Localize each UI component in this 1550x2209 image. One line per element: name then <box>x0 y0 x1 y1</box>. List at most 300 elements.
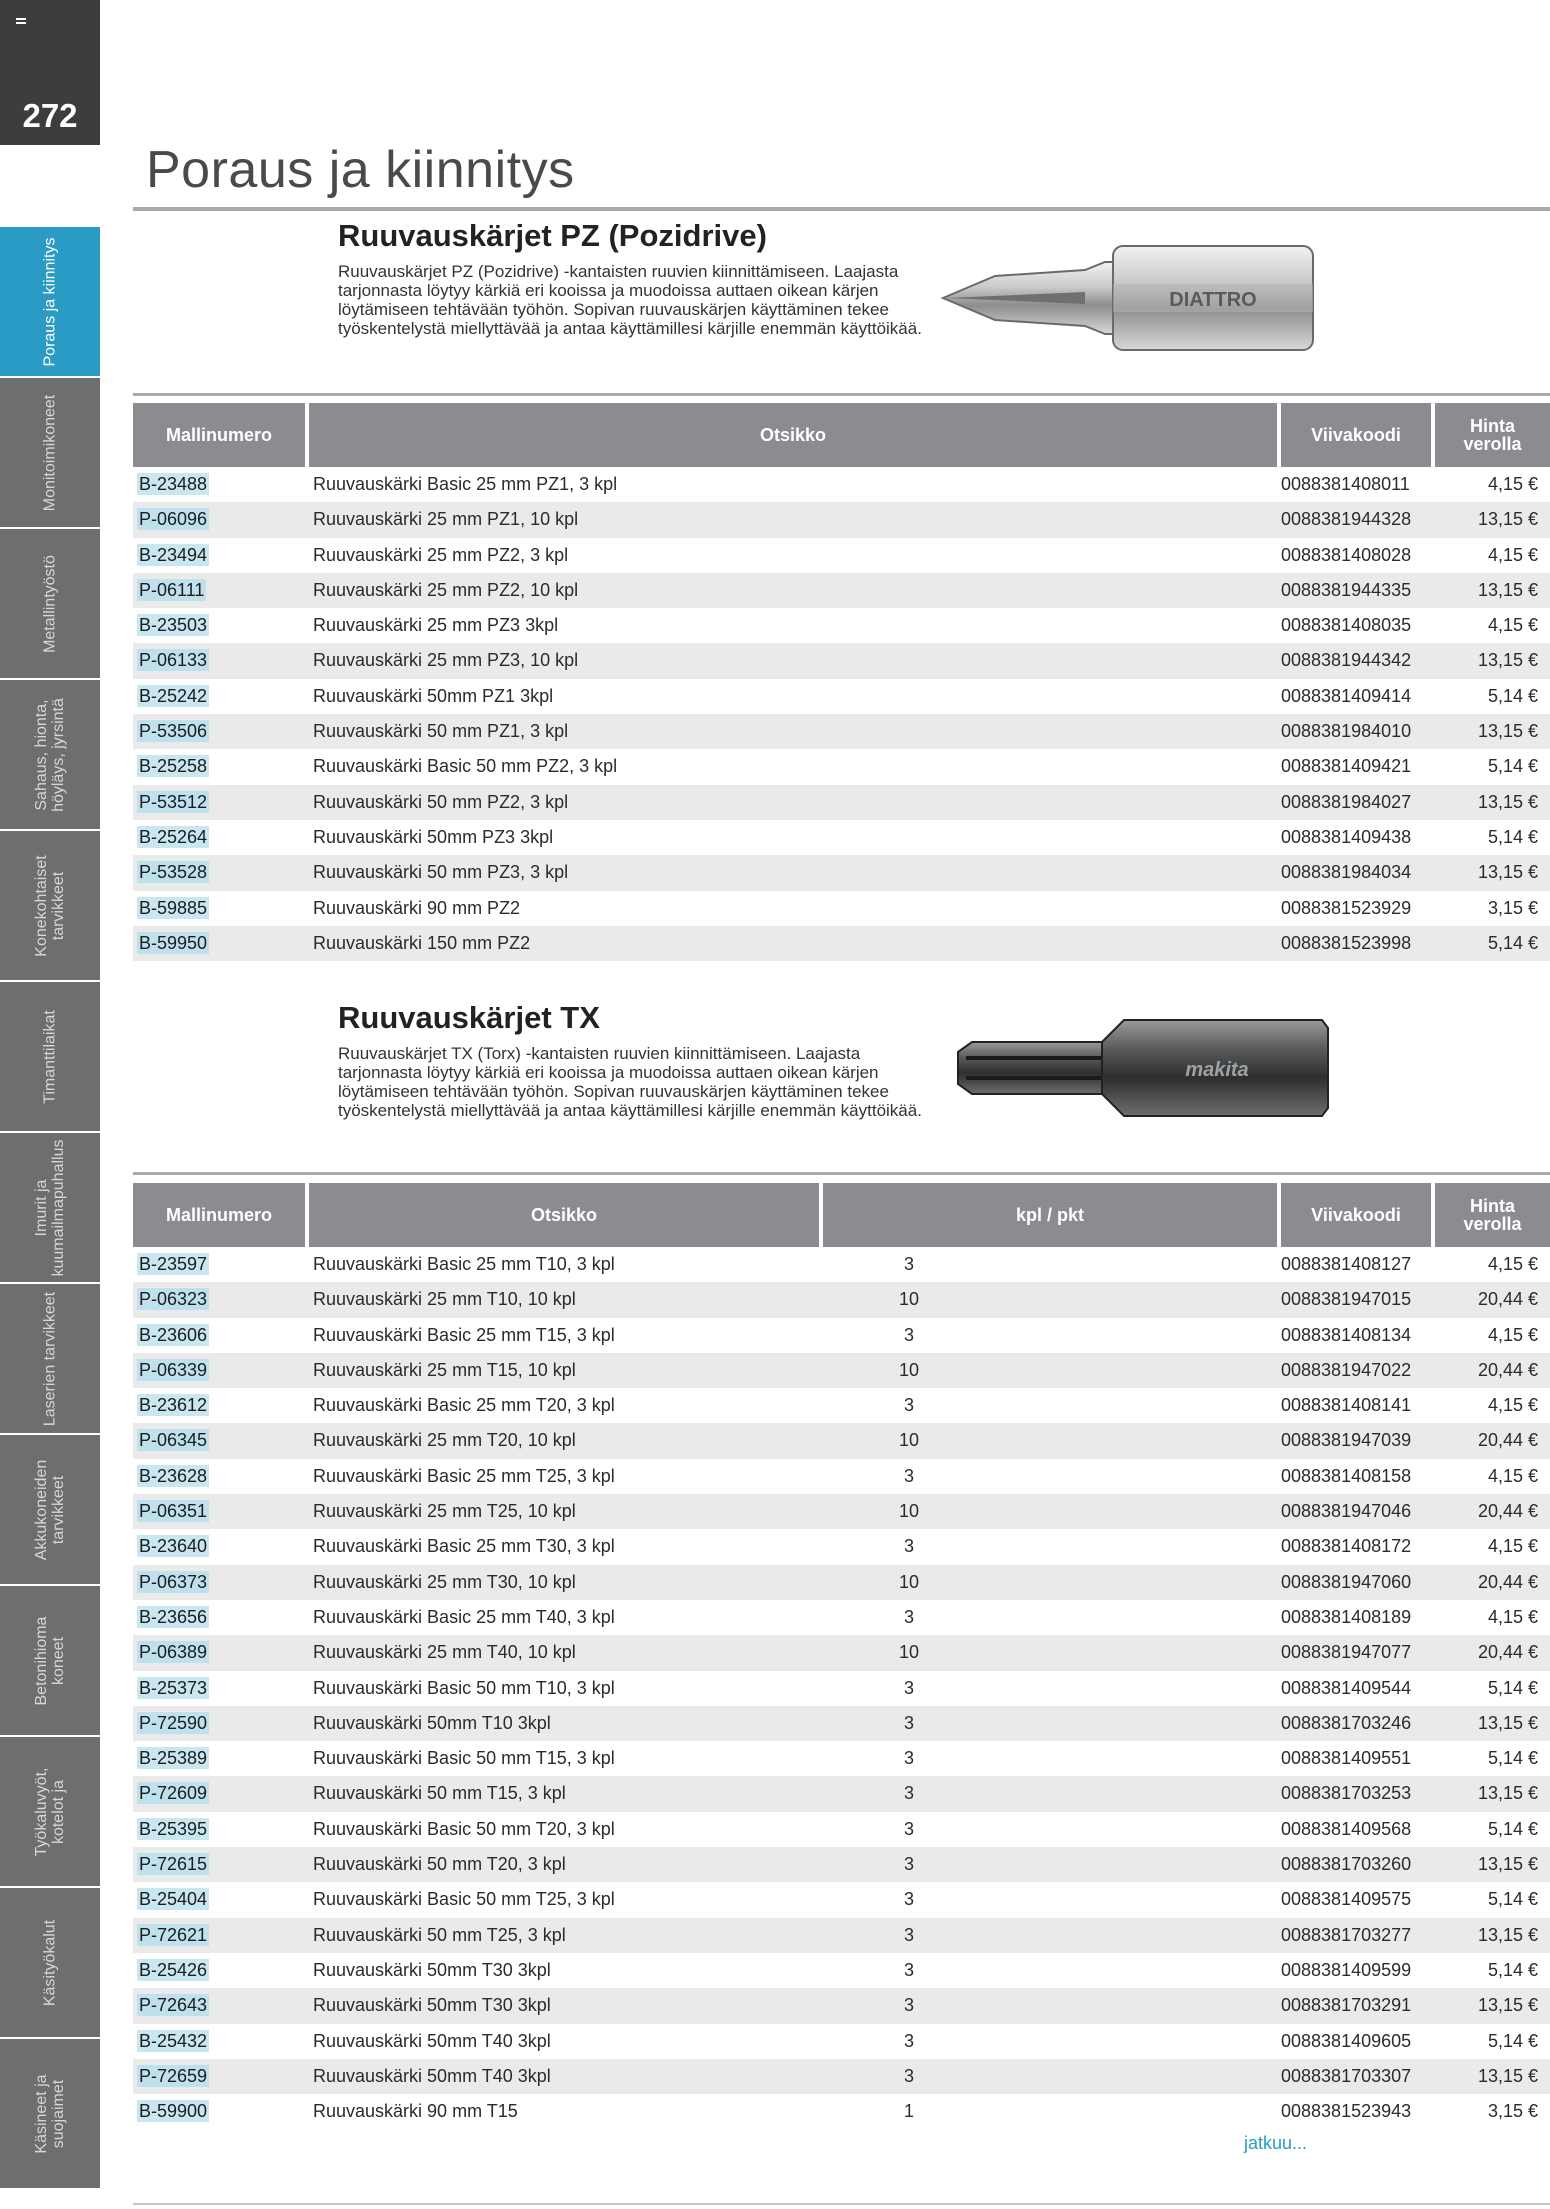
quantity-cell: 10 <box>898 1359 920 1380</box>
header-price: Hinta verolla <box>1435 403 1550 467</box>
model-number-cell[interactable] <box>137 1494 213 1529</box>
barcode-cell: 0088381408189 <box>1281 1606 1412 1627</box>
table-row <box>133 502 1550 537</box>
barcode-cell: 0088381409544 <box>1281 1677 1412 1698</box>
quantity-cell: 3 <box>903 1995 914 2016</box>
table-row <box>133 1282 1550 1317</box>
barcode-cell: 0088381409414 <box>1281 685 1412 706</box>
title-divider <box>133 207 1550 211</box>
section-title-tx: Ruuvauskärjet TX <box>338 1000 600 1035</box>
sidebar-tab-label: Akkukoneiden tarvikkeet <box>33 1459 67 1560</box>
model-number[interactable]: B-23640 <box>139 1536 208 1557</box>
product-title-cell: Ruuvauskärki 50 mm PZ1, 3 kpl <box>313 721 569 742</box>
model-number[interactable]: B-25432 <box>139 2030 208 2051</box>
model-number-cell[interactable] <box>137 1988 213 2023</box>
price-cell: 4,15 € <box>1487 1254 1538 1274</box>
model-number[interactable]: P-72615 <box>139 1854 208 1875</box>
quantity-cell: 3 <box>903 1748 914 1769</box>
model-number[interactable]: B-23606 <box>139 1324 208 1345</box>
sidebar-tab[interactable] <box>0 529 100 678</box>
model-number[interactable]: P-06133 <box>139 650 208 671</box>
quantity-cell: 3 <box>903 1324 914 1345</box>
product-title-cell: Ruuvauskärki 90 mm PZ2 <box>313 897 521 918</box>
model-number-cell[interactable] <box>137 1882 213 1917</box>
sidebar-tab-label: Työkaluvyöt, kotelot ja <box>33 1767 67 1856</box>
table-row <box>133 1988 1550 2023</box>
model-number-cell[interactable] <box>137 467 213 502</box>
page-number-block <box>0 0 100 145</box>
product-title-cell: Ruuvauskärki 50 mm T15, 3 kpl <box>313 1783 566 1804</box>
bit-brand-text: makita <box>1185 1059 1249 1081</box>
table-row <box>133 820 1550 855</box>
product-title-cell: Ruuvauskärki 50mm T30 3kpl <box>313 1995 551 2016</box>
model-number[interactable]: B-25404 <box>139 1889 208 1910</box>
barcode-cell: 0088381947046 <box>1281 1501 1412 1522</box>
product-title-cell: Ruuvauskärki 25 mm T25, 10 kpl <box>313 1501 576 1522</box>
bit-brand-text: DIATTRO <box>1169 289 1257 311</box>
barcode-cell: 0088381947060 <box>1281 1571 1412 1592</box>
product-title-cell: Ruuvauskärki 50 mm T25, 3 kpl <box>313 1924 566 1945</box>
table-row <box>133 714 1550 749</box>
model-number[interactable]: P-53528 <box>139 862 208 883</box>
model-number[interactable]: B-25389 <box>139 1748 208 1769</box>
model-number[interactable]: B-23488 <box>139 474 208 494</box>
product-title-cell: Ruuvauskärki 25 mm T20, 10 kpl <box>313 1430 576 1451</box>
product-title-cell: Ruuvauskärki Basic 25 mm T20, 3 kpl <box>313 1395 615 1416</box>
sidebar-tab[interactable] <box>0 982 100 1131</box>
model-number-cell[interactable] <box>137 2024 213 2059</box>
quantity-cell: 10 <box>898 1289 920 1310</box>
barcode-cell: 0088381409599 <box>1281 1959 1412 1980</box>
sidebar-tab[interactable] <box>0 680 100 829</box>
table-row <box>133 1812 1550 1847</box>
model-number[interactable]: P-06323 <box>139 1289 208 1310</box>
model-number-cell[interactable] <box>137 714 213 749</box>
quantity-cell: 3 <box>903 1536 914 1557</box>
barcode-cell: 0088381944342 <box>1281 650 1412 671</box>
quantity-cell: 3 <box>903 1677 914 1698</box>
sidebar-tab[interactable] <box>0 1133 100 1282</box>
quantity-cell: 10 <box>898 1430 920 1451</box>
barcode-cell: 0088381409568 <box>1281 1818 1412 1839</box>
quantity-cell: 3 <box>903 1924 914 1945</box>
quantity-cell: 3 <box>903 1712 914 1733</box>
sidebar-tab-label: Betonihioma koneet <box>33 1616 67 1705</box>
model-number-cell[interactable] <box>137 1812 213 1847</box>
barcode-cell: 0088381523998 <box>1281 932 1412 953</box>
model-number[interactable]: B-23503 <box>139 615 208 636</box>
product-title-cell: Ruuvauskärki Basic 25 mm T30, 3 kpl <box>313 1536 615 1557</box>
model-number-cell[interactable] <box>137 1671 213 1706</box>
model-number-cell[interactable] <box>137 1847 213 1882</box>
price-cell: 13,15 € <box>1477 1924 1538 1945</box>
sidebar-tab-label: Käsineet ja suojaimet <box>33 2073 67 2154</box>
table-row <box>133 891 1550 926</box>
sidebar-tab[interactable] <box>0 1737 100 1886</box>
table-row <box>133 1423 1550 1458</box>
model-number[interactable]: P-06111 <box>139 579 205 600</box>
model-number[interactable]: P-06373 <box>139 1571 208 1592</box>
barcode-cell: 0088381409421 <box>1281 756 1412 777</box>
model-number[interactable]: B-23597 <box>139 1254 208 1274</box>
model-number[interactable]: B-59950 <box>139 932 208 953</box>
pz-product-table <box>133 403 1550 961</box>
product-title-cell: Ruuvauskärki 25 mm PZ3 3kpl <box>313 615 559 636</box>
product-title-cell: Ruuvauskärki 25 mm PZ1, 10 kpl <box>313 509 579 530</box>
table-row <box>133 749 1550 784</box>
table-body <box>133 467 1550 961</box>
price-cell: 13,15 € <box>1477 1995 1538 2016</box>
model-number-cell[interactable] <box>137 1953 213 1988</box>
price-cell: 4,15 € <box>1487 1465 1538 1486</box>
model-number-cell[interactable] <box>137 1918 213 1953</box>
model-number[interactable]: B-23628 <box>139 1465 208 1486</box>
table-row <box>133 1882 1550 1917</box>
table-row <box>133 1388 1550 1423</box>
menu-icon[interactable] <box>16 18 26 24</box>
product-title-cell: Ruuvauskärki Basic 50 mm PZ2, 3 kpl <box>313 756 618 777</box>
barcode-cell: 0088381409605 <box>1281 2030 1412 2051</box>
page-title: Poraus ja kiinnitys <box>146 141 575 199</box>
quantity-cell: 3 <box>903 1959 914 1980</box>
model-number[interactable]: P-06339 <box>139 1359 208 1380</box>
section-description-pz: Ruuvauskärjet PZ (Pozidrive) -kantaisten ruuvien kiinnittämiseen. Laajasta tarjonnasta löytyy kärkiä eri kooissa ja muodoissa auttaen oikean kärjen löytämiseen tehtävään työhön. Sopivan ruuvauskärjen käyttäminen tekee työskentelystä miellyttävää ja antaa käyttämillesi kärjille enemmän käyttöikää. <box>338 262 922 338</box>
model-number-cell[interactable] <box>137 1353 213 1388</box>
product-title-cell: Ruuvauskärki 25 mm T30, 10 kpl <box>313 1571 576 1592</box>
model-number[interactable]: P-72643 <box>139 1995 208 2016</box>
sidebar-tab[interactable] <box>0 831 100 980</box>
table-row <box>133 2094 1550 2129</box>
model-number-cell[interactable] <box>137 1318 213 1353</box>
model-number[interactable]: B-25258 <box>139 756 208 777</box>
barcode-cell: 0088381947077 <box>1281 1642 1412 1663</box>
product-title-cell: Ruuvauskärki 50mm T40 3kpl <box>313 2065 551 2086</box>
barcode-cell: 0088381523929 <box>1281 897 1412 918</box>
model-number[interactable]: P-53506 <box>139 721 208 742</box>
quantity-cell: 10 <box>898 1642 920 1663</box>
barcode-cell: 0088381408011 <box>1281 474 1410 494</box>
price-cell: 5,14 € <box>1487 685 1538 706</box>
table-row <box>133 643 1550 678</box>
price-cell: 13,15 € <box>1477 579 1538 600</box>
model-number[interactable]: P-72609 <box>139 1783 208 1804</box>
product-title-cell: Ruuvauskärki 25 mm PZ2, 10 kpl <box>313 579 579 600</box>
price-cell: 5,14 € <box>1487 756 1538 777</box>
torx-bit-image <box>952 1012 1332 1124</box>
table-row <box>133 608 1550 643</box>
price-cell: 5,14 € <box>1487 932 1538 953</box>
model-number[interactable]: B-25426 <box>139 1959 208 1980</box>
price-cell: 20,44 € <box>1477 1642 1538 1663</box>
price-cell: 13,15 € <box>1477 2065 1538 2086</box>
barcode-cell: 0088381703307 <box>1281 2065 1412 2086</box>
barcode-cell: 0088381409575 <box>1281 1889 1412 1910</box>
header-barcode: Viivakoodi <box>1281 403 1431 467</box>
product-title-cell: Ruuvauskärki Basic 50 mm T20, 3 kpl <box>313 1818 615 1839</box>
barcode-cell: 0088381947015 <box>1281 1289 1412 1310</box>
model-number[interactable]: P-72621 <box>139 1924 208 1945</box>
model-number[interactable]: B-25264 <box>139 826 208 847</box>
model-number-cell[interactable] <box>137 1600 213 1635</box>
model-number-cell[interactable] <box>137 1529 213 1564</box>
model-number-cell[interactable] <box>137 1388 213 1423</box>
quantity-cell: 3 <box>903 1465 914 1486</box>
price-cell: 13,15 € <box>1477 1712 1538 1733</box>
product-title-cell: Ruuvauskärki 25 mm T40, 10 kpl <box>313 1642 576 1663</box>
model-number[interactable]: P-72590 <box>139 1712 208 1733</box>
product-title-cell: Ruuvauskärki 50mm PZ1 3kpl <box>313 685 554 706</box>
price-cell: 13,15 € <box>1477 791 1538 812</box>
model-number[interactable]: B-59900 <box>139 2101 208 2122</box>
price-cell: 5,14 € <box>1487 1748 1538 1769</box>
model-number[interactable]: B-23612 <box>139 1395 208 1416</box>
model-number-cell[interactable] <box>137 1635 213 1670</box>
price-cell: 13,15 € <box>1477 721 1538 742</box>
product-title-cell: Ruuvauskärki 50mm PZ3 3kpl <box>313 826 554 847</box>
table-header <box>133 403 1550 467</box>
model-number-cell[interactable] <box>137 1565 213 1600</box>
price-cell: 4,15 € <box>1487 1606 1538 1627</box>
table-row <box>133 1353 1550 1388</box>
table-row <box>133 785 1550 820</box>
product-title-cell: Ruuvauskärki Basic 50 mm T25, 3 kpl <box>313 1889 615 1910</box>
quantity-cell: 3 <box>903 1606 914 1627</box>
price-cell: 13,15 € <box>1477 509 1538 530</box>
barcode-cell: 0088381408127 <box>1281 1254 1412 1274</box>
sidebar-tab[interactable] <box>0 378 100 527</box>
table-row <box>133 538 1550 573</box>
header-quantity: kpl / pkt <box>823 1183 1277 1247</box>
price-cell: 4,15 € <box>1487 1395 1538 1416</box>
continues-link[interactable]: jatkuu... <box>1244 2133 1308 2153</box>
barcode-cell: 0088381523943 <box>1281 2101 1412 2122</box>
model-number[interactable]: P-06351 <box>139 1501 208 1522</box>
model-number[interactable]: B-23494 <box>139 544 208 565</box>
sidebar-tab[interactable] <box>0 2039 100 2188</box>
price-cell: 13,15 € <box>1477 1854 1538 1875</box>
sidebar-tab[interactable] <box>0 227 100 376</box>
sidebar-tab-label: Konekohtaiset tarvikkeet <box>33 854 67 957</box>
product-title-cell: Ruuvauskärki Basic 25 mm PZ1, 3 kpl <box>313 474 618 494</box>
tx-product-table <box>133 1183 1550 2129</box>
quantity-cell: 3 <box>903 1395 914 1416</box>
product-title-cell: Ruuvauskärki 50mm T10 3kpl <box>313 1712 551 1733</box>
section-title-pz: Ruuvauskärjet PZ (Pozidrive) <box>338 218 767 253</box>
quantity-cell: 1 <box>903 2101 914 2122</box>
barcode-cell: 0088381408134 <box>1281 1324 1412 1345</box>
header-title: Otsikko <box>309 1183 819 1247</box>
model-number[interactable]: P-53512 <box>139 791 208 812</box>
sidebar-tab[interactable] <box>0 1435 100 1584</box>
table-row <box>133 1529 1550 1564</box>
model-number[interactable]: P-06096 <box>139 509 208 530</box>
product-title-cell: Ruuvauskärki 50 mm PZ2, 3 kpl <box>313 791 569 812</box>
sidebar-tab[interactable] <box>0 1586 100 1735</box>
table-row <box>133 1847 1550 1882</box>
table-row <box>133 1953 1550 1988</box>
price-cell: 4,15 € <box>1487 1324 1538 1345</box>
barcode-cell: 0088381409438 <box>1281 826 1412 847</box>
barcode-cell: 0088381984027 <box>1281 791 1412 812</box>
product-title-cell: Ruuvauskärki 25 mm PZ2, 3 kpl <box>313 544 569 565</box>
model-number-cell[interactable] <box>137 538 213 573</box>
model-number-cell[interactable] <box>137 643 213 678</box>
sidebar-tab-label: Monitoimikoneet <box>41 394 59 511</box>
section-divider-pz <box>133 393 1550 396</box>
price-cell: 5,14 € <box>1487 1818 1538 1839</box>
barcode-cell: 0088381947022 <box>1281 1359 1412 1380</box>
table-row <box>133 1741 1550 1776</box>
model-number-cell[interactable] <box>137 926 213 961</box>
price-cell: 5,14 € <box>1487 2030 1538 2051</box>
price-cell: 5,14 € <box>1487 826 1538 847</box>
table-row <box>133 1247 1550 1282</box>
barcode-cell: 0088381703246 <box>1281 1712 1412 1733</box>
model-number-cell[interactable] <box>137 1776 213 1811</box>
header-model: Mallinumero <box>133 403 305 467</box>
model-number-cell[interactable] <box>137 891 213 926</box>
model-number[interactable]: B-25395 <box>139 1818 208 1839</box>
quantity-cell: 3 <box>903 1854 914 1875</box>
product-title-cell: Ruuvauskärki 50mm T40 3kpl <box>313 2030 551 2051</box>
product-title-cell: Ruuvauskärki 25 mm T15, 10 kpl <box>313 1359 576 1380</box>
table-row <box>133 2024 1550 2059</box>
model-number-cell[interactable] <box>137 749 213 784</box>
barcode-cell: 0088381409551 <box>1281 1748 1412 1769</box>
table-row <box>133 1635 1550 1670</box>
barcode-cell: 0088381984034 <box>1281 862 1412 883</box>
quantity-cell: 3 <box>903 2065 914 2086</box>
table-row <box>133 926 1550 961</box>
model-number-cell[interactable] <box>137 502 213 537</box>
barcode-cell: 0088381408141 <box>1281 1395 1412 1416</box>
product-title-cell: Ruuvauskärki 50mm T30 3kpl <box>313 1959 551 1980</box>
price-cell: 4,15 € <box>1487 1536 1538 1557</box>
table-row <box>133 2059 1550 2094</box>
model-number-cell[interactable] <box>137 1706 213 1741</box>
model-number-cell[interactable] <box>137 2094 213 2129</box>
sidebar-tab-label: Metallintyöstö <box>41 554 59 653</box>
model-number[interactable]: B-59885 <box>139 897 208 918</box>
model-number-cell[interactable] <box>137 679 213 714</box>
quantity-cell: 3 <box>903 2030 914 2051</box>
barcode-cell: 0088381984010 <box>1281 721 1412 742</box>
barcode-cell: 0088381703291 <box>1281 1995 1412 2016</box>
sidebar-tab[interactable] <box>0 1284 100 1433</box>
barcode-cell: 0088381703277 <box>1281 1924 1412 1945</box>
model-number-cell[interactable] <box>137 1423 213 1458</box>
table-row <box>133 1671 1550 1706</box>
model-number-cell[interactable] <box>137 1247 213 1282</box>
table-row <box>133 1494 1550 1529</box>
table-row <box>133 679 1550 714</box>
price-cell: 4,15 € <box>1487 474 1538 494</box>
header-model: Mallinumero <box>133 1183 305 1247</box>
price-cell: 13,15 € <box>1477 1783 1538 1804</box>
table-row <box>133 1706 1550 1741</box>
price-cell: 20,44 € <box>1477 1571 1538 1592</box>
price-cell: 20,44 € <box>1477 1359 1538 1380</box>
product-title-cell: Ruuvauskärki 50 mm PZ3, 3 kpl <box>313 862 569 883</box>
barcode-cell: 0088381408172 <box>1281 1536 1412 1557</box>
price-cell: 20,44 € <box>1477 1501 1538 1522</box>
model-number-cell[interactable] <box>137 608 213 643</box>
product-title-cell: Ruuvauskärki 150 mm PZ2 <box>313 932 531 953</box>
model-number[interactable]: B-23656 <box>139 1606 208 1627</box>
table-row <box>133 467 1550 502</box>
table-row <box>133 855 1550 890</box>
barcode-cell: 0088381703260 <box>1281 1854 1412 1875</box>
model-number[interactable]: P-06389 <box>139 1642 208 1663</box>
model-number-cell[interactable] <box>137 2059 213 2094</box>
sidebar-tab-label: Timanttilaikat <box>41 1009 59 1104</box>
product-title-cell: Ruuvauskärki Basic 25 mm T40, 3 kpl <box>313 1606 615 1627</box>
product-title-cell: Ruuvauskärki Basic 50 mm T15, 3 kpl <box>313 1748 615 1769</box>
product-title-cell: Ruuvauskärki 90 mm T15 <box>313 2101 518 2122</box>
product-title-cell: Ruuvauskärki 25 mm PZ3, 10 kpl <box>313 650 579 671</box>
price-cell: 4,15 € <box>1487 544 1538 565</box>
sidebar-tab[interactable] <box>0 1888 100 2037</box>
header-title: Otsikko <box>309 403 1277 467</box>
table-row <box>133 1459 1550 1494</box>
quantity-cell: 3 <box>903 1783 914 1804</box>
model-number[interactable]: B-25242 <box>139 685 208 706</box>
model-number-cell[interactable] <box>137 855 213 890</box>
model-number-cell[interactable] <box>137 1741 213 1776</box>
sidebar-tab-label: Sahaus, hionta, höyläys, jyrsintä <box>33 697 67 812</box>
quantity-cell: 3 <box>903 1818 914 1839</box>
header-barcode: Viivakoodi <box>1281 1183 1431 1247</box>
table-header <box>133 1183 1550 1247</box>
price-cell: 5,14 € <box>1487 1889 1538 1910</box>
bottom-divider <box>133 2203 1550 2205</box>
barcode-cell: 0088381703253 <box>1281 1783 1412 1804</box>
barcode-cell: 0088381944328 <box>1281 509 1412 530</box>
model-number[interactable]: P-72659 <box>139 2065 208 2086</box>
table-row <box>133 1318 1550 1353</box>
quantity-cell: 3 <box>903 1254 914 1274</box>
quantity-cell: 3 <box>903 1889 914 1910</box>
model-number-cell[interactable] <box>137 785 213 820</box>
barcode-cell: 0088381408028 <box>1281 544 1412 565</box>
model-number-cell[interactable] <box>137 1282 213 1317</box>
sidebar-tab-label: Imurit ja kuumailmapuhallus <box>33 1139 67 1276</box>
product-title-cell: Ruuvauskärki Basic 50 mm T10, 3 kpl <box>313 1677 615 1698</box>
model-number-cell[interactable] <box>137 1459 213 1494</box>
barcode-cell: 0088381408158 <box>1281 1465 1412 1486</box>
model-number-cell[interactable] <box>137 820 213 855</box>
table-row <box>133 1918 1550 1953</box>
price-cell: 13,15 € <box>1477 650 1538 671</box>
model-number[interactable]: B-25373 <box>139 1677 208 1698</box>
page-number: 272 <box>22 97 78 134</box>
table-body <box>133 1247 1550 2129</box>
price-cell: 13,15 € <box>1477 862 1538 883</box>
category-tabs <box>0 227 100 2190</box>
barcode-cell: 0088381947039 <box>1281 1430 1412 1451</box>
barcode-cell: 0088381944335 <box>1281 579 1412 600</box>
product-title-cell: Ruuvauskärki Basic 25 mm T10, 3 kpl <box>313 1254 615 1274</box>
model-number[interactable]: P-06345 <box>139 1430 208 1451</box>
model-number-cell[interactable] <box>137 573 213 608</box>
table-row <box>133 1565 1550 1600</box>
header-price: Hinta verolla <box>1435 1183 1550 1247</box>
sidebar-tab-label: Käsityökalut <box>41 1919 59 2006</box>
price-cell: 20,44 € <box>1477 1430 1538 1451</box>
table-row <box>133 1600 1550 1635</box>
table-row <box>133 573 1550 608</box>
product-title-cell: Ruuvauskärki Basic 25 mm T15, 3 kpl <box>313 1324 615 1345</box>
